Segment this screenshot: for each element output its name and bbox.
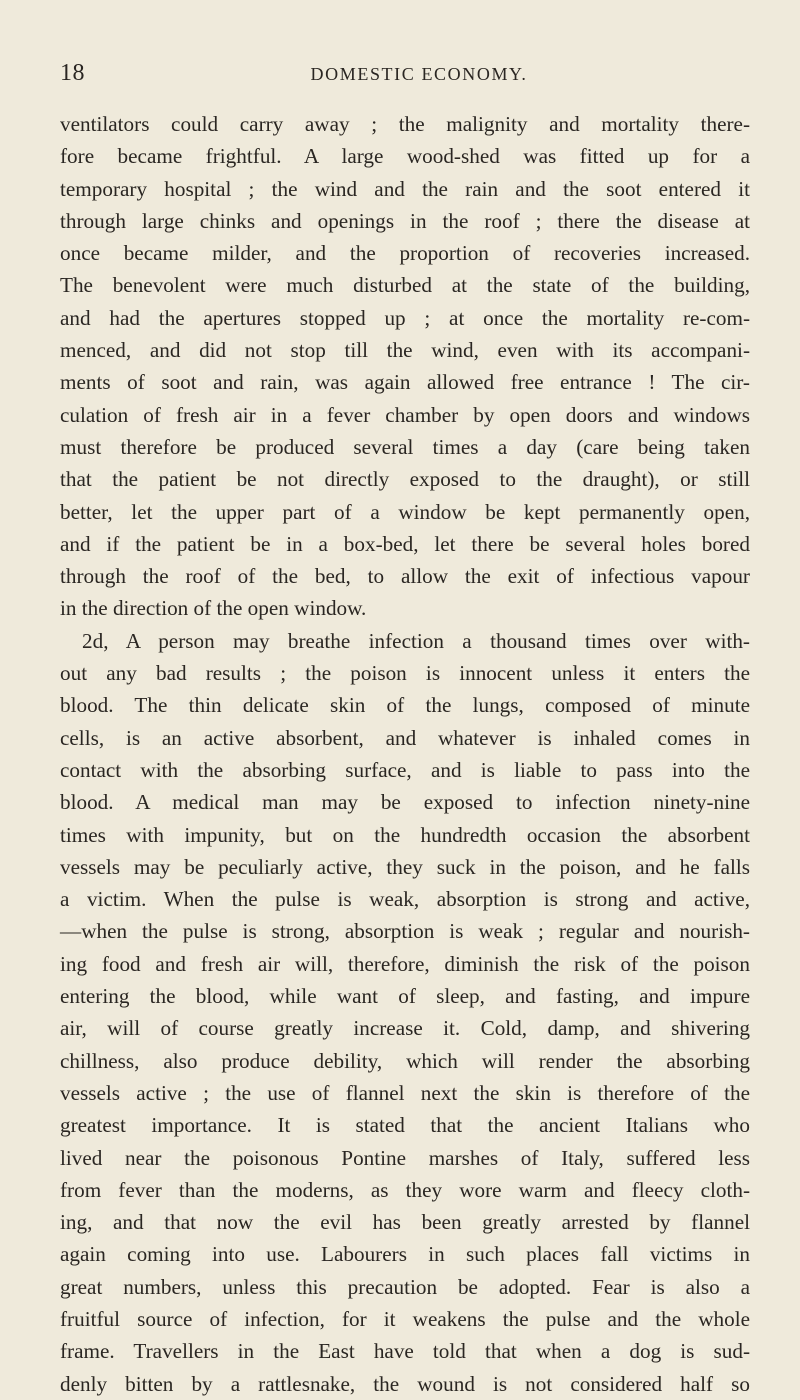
text-line: blood. The thin delicate skin of the lungs, composed of minute xyxy=(60,693,750,718)
text-line: temporary hospital ; the wind and the rain and the soot entered it xyxy=(60,176,750,201)
text-line: culation of fresh air in a fever chamber by open doors and windows xyxy=(60,402,750,427)
text-line: again coming into use. Labourers in such places fall victims in xyxy=(60,1242,750,1267)
text-line: once became milder, and the proportion of recoveries increased. xyxy=(60,241,750,266)
text-line: out any bad results ; the poison is innocent unless it enters the xyxy=(60,661,750,686)
text-line: lived near the poisonous Pontine marshes of Italy, suffered less xyxy=(60,1145,750,1170)
text-line: better, let the upper part of a window be kept permanently open, xyxy=(60,499,750,524)
text-line: fruitful source of infection, for it weakens the pulse and the whole xyxy=(60,1306,750,1331)
page-header xyxy=(60,60,760,90)
text-line: ing food and fresh air will, therefore, diminish the risk of the poison xyxy=(60,951,750,976)
text-line: greatest importance. It is stated that the ancient Italians who xyxy=(60,1113,750,1138)
text-line: entering the blood, while want of sleep, and fasting, and impure xyxy=(60,984,750,1009)
text-line: —when the pulse is strong, absorption is weak ; regular and nourish- xyxy=(60,919,750,944)
text-line: ing, and that now the evil has been greatly arrested by flannel xyxy=(60,1210,750,1235)
text-line: chillness, also produce debility, which will render the absorbing xyxy=(60,1048,750,1073)
text-line: in the direction of the open window. xyxy=(60,596,367,621)
text-line: that the patient be not directly exposed to the draught), or still xyxy=(60,467,750,492)
text-line: times with impunity, but on the hundredth occasion the absorbent xyxy=(60,822,750,847)
text-line: menced, and did not stop till the wind, even with its accompani- xyxy=(60,338,750,363)
text-line: fore became frightful. A large wood-shed was fitted up for a xyxy=(60,144,750,169)
text-line: great numbers, unless this precaution be adopted. Fear is also a xyxy=(60,1274,750,1299)
text-line: The benevolent were much disturbed at the state of the building, xyxy=(60,273,750,298)
body-text xyxy=(60,108,750,1400)
running-head: DOMESTIC ECONOMY. xyxy=(310,64,528,84)
text-line: cells, is an active absorbent, and whatever is inhaled comes in xyxy=(60,725,750,750)
text-line: ventilators could carry away ; the malignity and mortality there- xyxy=(60,112,750,136)
paragraph-start-line: 2d, A person may breathe infection a thousand times over with- xyxy=(82,628,750,653)
text-line: and had the apertures stopped up ; at once the mortality re-com- xyxy=(60,305,750,330)
text-line: a victim. When the pulse is weak, absorption is strong and active, xyxy=(60,887,750,912)
text-line: through large chinks and openings in the roof ; there the disease at xyxy=(60,208,750,233)
text-line: frame. Travellers in the East have told that when a dog is sud- xyxy=(60,1339,750,1364)
page-number: 18 xyxy=(60,60,85,86)
text-line: and if the patient be in a box-bed, let there be several holes bored xyxy=(60,531,750,556)
text-line: air, will of course greatly increase it. Cold, damp, and shivering xyxy=(60,1016,750,1041)
text-line: from fever than the moderns, as they wore warm and fleecy cloth- xyxy=(60,1177,750,1202)
text-line: contact with the absorbing surface, and is liable to pass into the xyxy=(60,757,750,782)
text-line: blood. A medical man may be exposed to infection ninety-nine xyxy=(60,790,750,815)
text-line: vessels active ; the use of flannel next the skin is therefore of the xyxy=(60,1080,750,1105)
text-line: ments of soot and rain, was again allowed free entrance ! The cir- xyxy=(60,370,750,395)
text-line: must therefore be produced several times a day (care being taken xyxy=(60,434,750,459)
text-line: through the roof of the bed, to allow the exit of infectious vapour xyxy=(60,564,750,589)
text-line: vessels may be peculiarly active, they suck in the poison, and he falls xyxy=(60,854,750,879)
text-line: denly bitten by a rattlesnake, the wound is not considered half so xyxy=(60,1371,750,1396)
